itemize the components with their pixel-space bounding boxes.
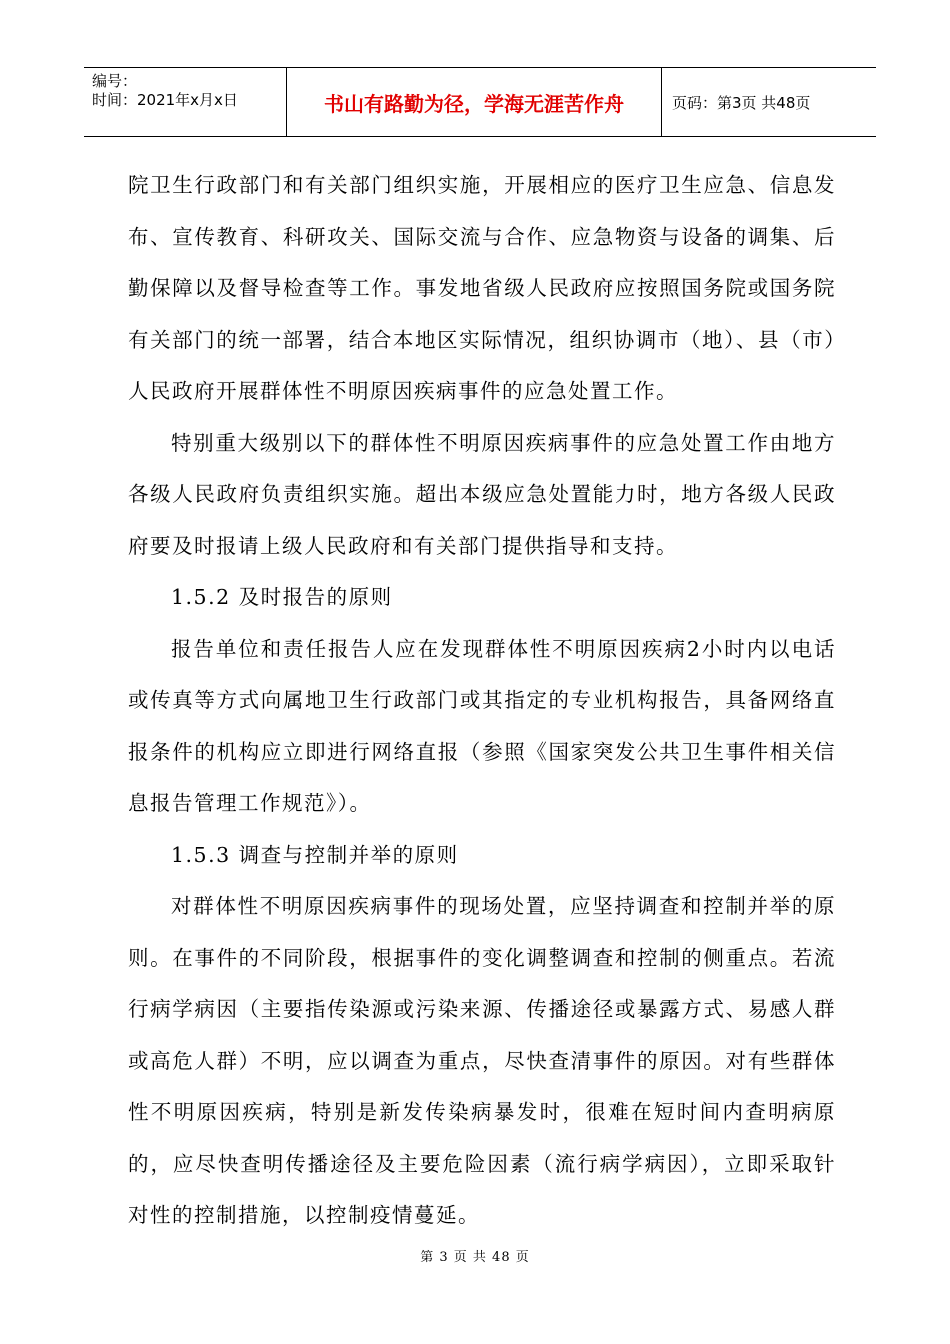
header-page-number: 页码：第3页 共48页 [672,93,811,112]
page-header [84,67,876,137]
section-heading-1-5-2: 1.5.2 及时报告的原则 [171,585,393,609]
page-footer: 第 3 页 共 48 页 [420,1250,530,1265]
document-body [128,160,836,1242]
paragraph: 报告单位和责任报告人应在发现群体性不明原因疾病2小时内以电话或传真等方式向属地卫生行政部门或其指定的专业机构报告，具备网络直报条件的机构应立即进行网络直报（参照《国家突发公共卫生事件相关信息报告管理工作规范》）。 [128,636,836,815]
document-time-label: 时间：2021年x月x日 [92,91,238,109]
section-heading-1-5-3: 1.5.3 调查与控制并举的原则 [171,842,459,867]
paragraph: 对群体性不明原因疾病事件的现场处置，应坚持调查和控制并举的原则。在事件的不同阶段，根据事件的变化调整调查和控制的侧重点。若流行病学病因（主要指传染源或污染来源、传播途径或暴露方式、易感人群或高危人群）不明，应以调查为重点，尽快查清事件的原因。对有些群体性不明原因疾病，特别是新发传染病暴发时，很难在短时间内查明病原的，应尽快查明传播途径及主要危险因素（流行病学病因），立即采取针对性的控制措施，以控制疫情蔓延。 [128,894,836,1227]
header-meta [84,68,286,136]
document-number-label: 编号： [92,72,138,90]
paragraph: 特别重大级别以下的群体性不明原因疾病事件的应急处置工作由地方各级人民政府负责组织实施。超出本级应急处置能力时，地方各级人民政府要及时报请上级人民政府和有关部门提供指导和支持。 [128,430,836,558]
header-motto: 书山有路勤为径，学海无涯苦作舟 [286,68,662,136]
paragraph-continuation: 院卫生行政部门和有关部门组织实施，开展相应的医疗卫生应急、信息发布、宣传教育、科研攻关、国际交流与合作、应急物资与设备的调集、后勤保障以及督导检查等工作。事发地省级人民政府应按照国务院或国务院有关部门的统一部署，结合本地区实际情况，组织协调市（地）、县（市）人民政府开展群体性不明原因疾病事件的应急处置工作。 [128,173,836,403]
